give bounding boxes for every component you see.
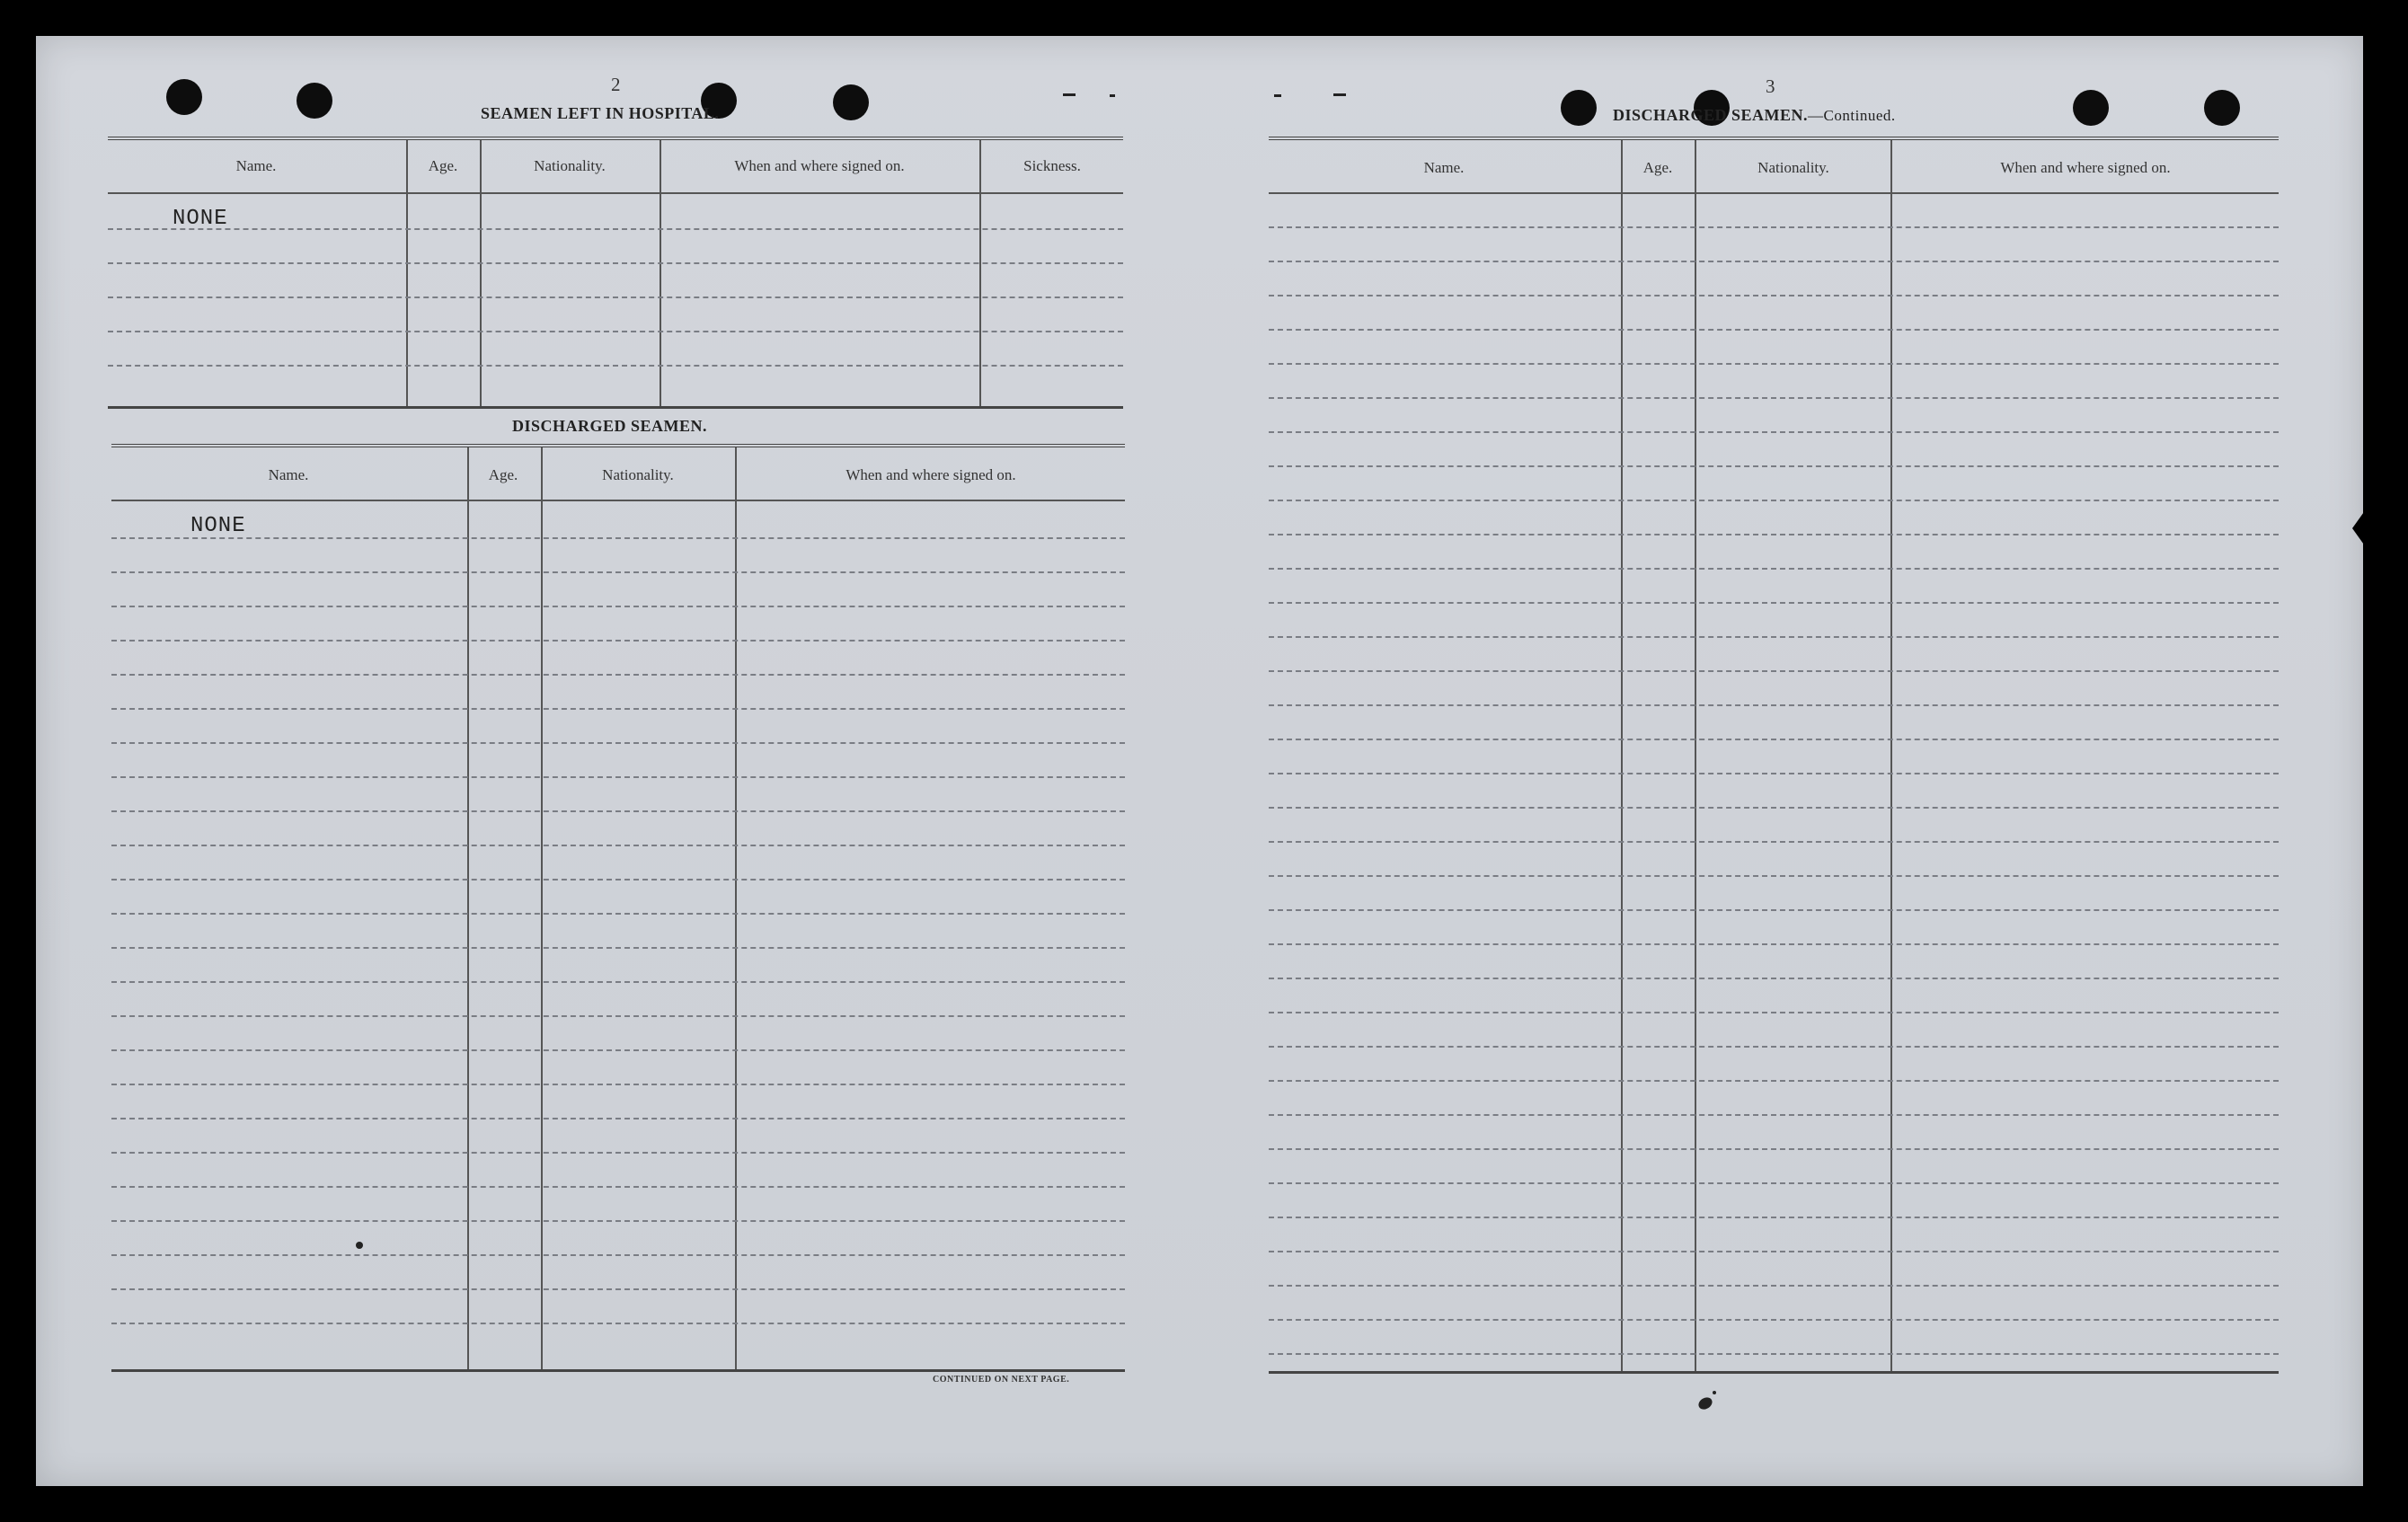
col-name-label: Name. — [268, 466, 309, 483]
col-age-label: Age. — [1642, 159, 1673, 176]
col-signed-on-label: When and where signed on. — [845, 466, 1016, 483]
page-number: 2 — [611, 74, 621, 95]
hospital-form — [108, 137, 1123, 409]
col-nationality-label: Nationality. — [602, 466, 674, 483]
hospital-section-title: SEAMEN LEFT IN HOSPITAL. — [481, 104, 720, 122]
title-main: DISCHARGED SEAMEN. — [1613, 106, 1809, 124]
col-age-label: Age. — [488, 466, 518, 483]
discharged-continued-title — [1613, 106, 1896, 125]
punch-hole — [833, 84, 869, 120]
col-name-label: Name. — [235, 157, 277, 174]
punch-hole — [2204, 90, 2240, 126]
hospital-entry-name: NONE — [173, 207, 228, 231]
punch-hole — [2073, 90, 2109, 126]
discharged-section-title: DISCHARGED SEAMEN. — [512, 417, 708, 435]
print-mark — [1110, 94, 1115, 97]
col-name-label: Name. — [1423, 159, 1465, 176]
page-edge-notch — [2352, 503, 2370, 553]
print-mark — [1333, 93, 1346, 96]
col-signed-on-label: When and where signed on. — [734, 157, 905, 174]
ink-speck — [356, 1242, 363, 1249]
discharged-form-left — [111, 444, 1125, 1372]
print-mark — [1063, 93, 1076, 96]
punch-hole — [1561, 90, 1597, 126]
title-suffix: —Continued. — [1808, 107, 1896, 124]
punch-hole — [297, 83, 332, 119]
ink-speck — [1713, 1391, 1716, 1394]
print-mark — [1274, 94, 1281, 97]
col-nationality-label: Nationality. — [1757, 159, 1829, 176]
page-number: 3 — [1766, 75, 1775, 97]
discharged-entry-name: NONE — [190, 514, 246, 538]
col-age-label: Age. — [428, 157, 458, 174]
discharged-form-right — [1269, 137, 2279, 1374]
punch-hole — [166, 79, 202, 115]
col-sickness-label: Sickness. — [1023, 157, 1081, 174]
col-nationality-label: Nationality. — [534, 157, 606, 174]
col-signed-on-label: When and where signed on. — [2000, 159, 2171, 176]
continued-note: CONTINUED ON NEXT PAGE. — [933, 1375, 1070, 1385]
